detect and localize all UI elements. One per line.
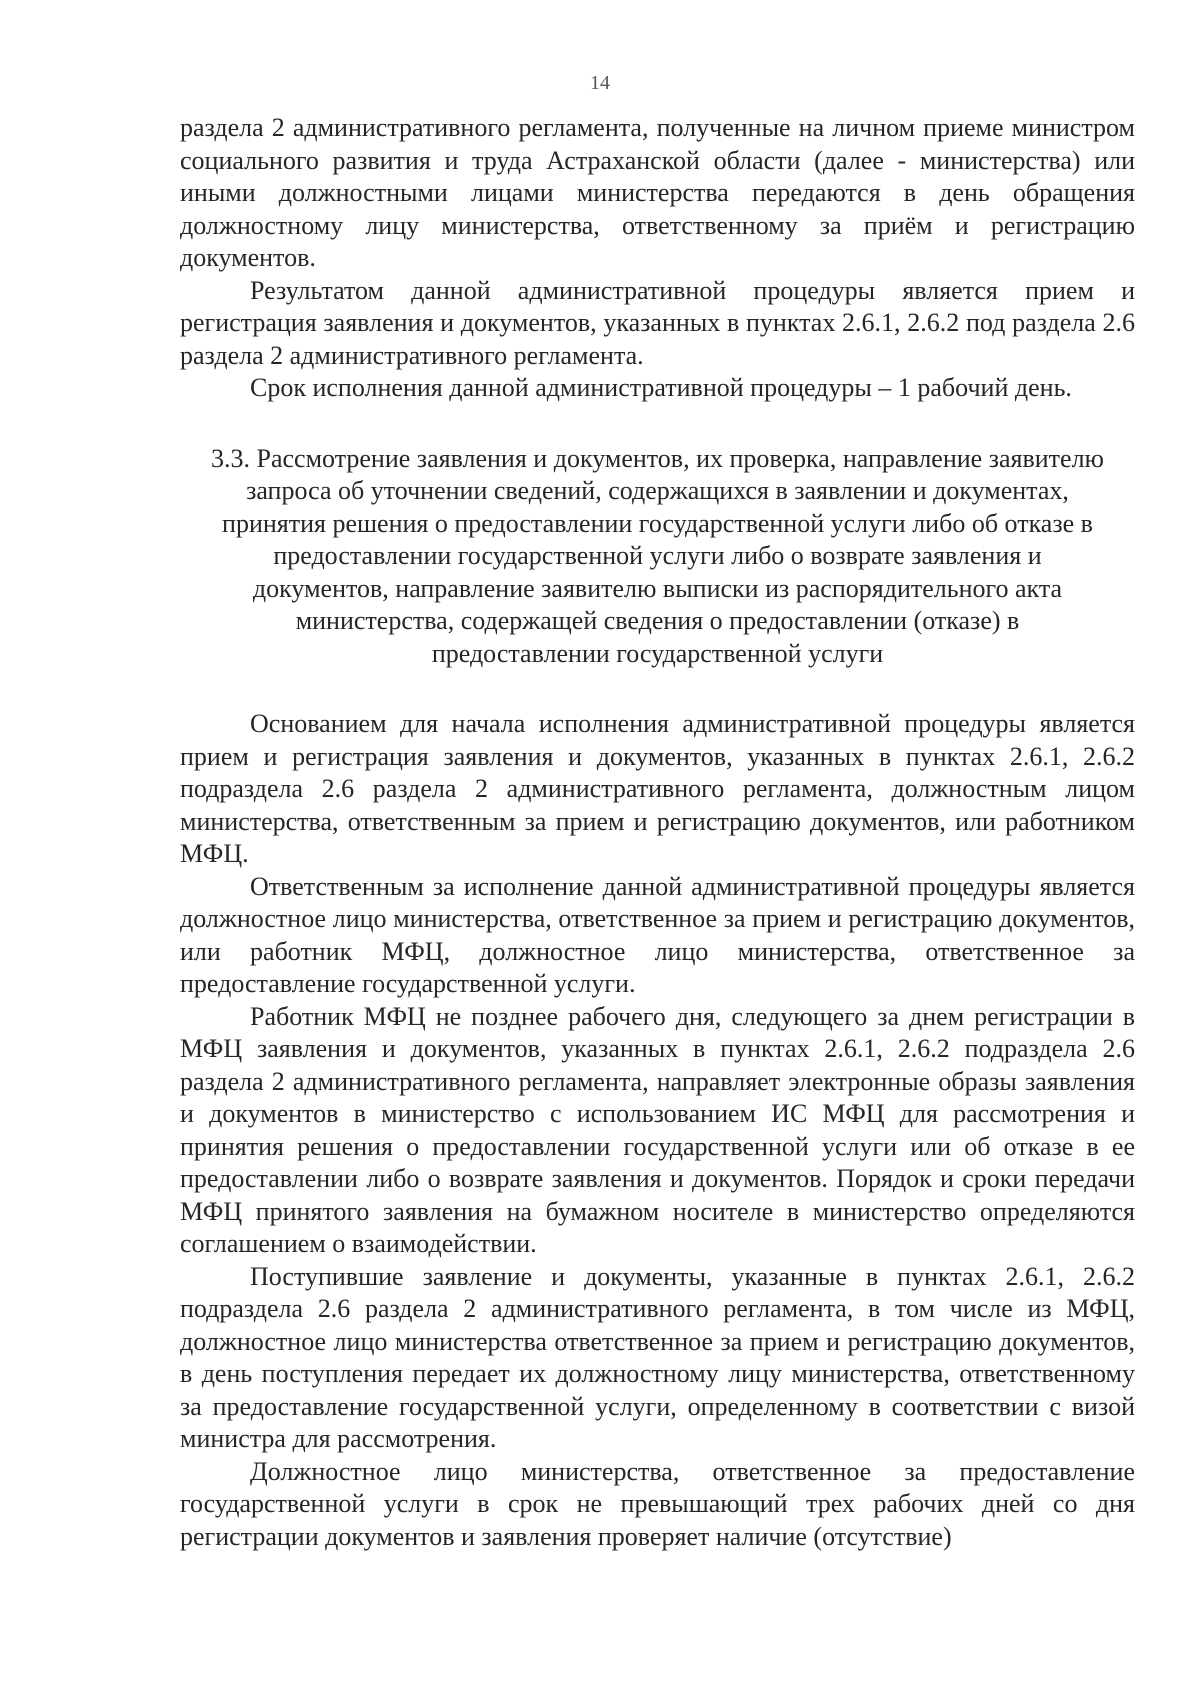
paragraph-responsible: Ответственным за исполнение данной административной процедуры является должностное лицо министерства, ответственное за прием и регистрацию документов, или работник МФЦ, должностное лицо министерства, ответственное за предоставление государственной услуги. xyxy=(180,871,1135,998)
section-heading-3-3: 3.3. Рассмотрение заявления и документов, их проверка, направление заявителю запроса об уточнении сведений, содержащихся в заявлении и документах, принятия решения о предоставлении государственной услуги либо об отказе в предоставлении государственной услуги либо о возврате заявления и документов, направление заявителю выписки из распорядительного акта министерства, содержащей сведения о предоставлении (отказе) в предоставлении государственной услуги xyxy=(211,443,1104,668)
paragraph-deadline: Срок исполнения данной административной процедуры – 1 рабочий день. xyxy=(250,373,1072,402)
paragraph-basis: Основанием для начала исполнения административной процедуры является прием и регистрация заявления и документов, указанных в пунктах 2.6.1, 2.6.2 подраздела 2.6 раздела 2 административного регламента, должностным лицом министерства, ответственным за прием и регистрацию документов, или работником МФЦ. xyxy=(180,709,1135,868)
paragraph-official-check: Должностное лицо министерства, ответственное за предоставление государственной услуги в срок не превышающий трех рабочих дней со дня регистрации документов и заявления проверяет наличие (отсутствие) xyxy=(180,1456,1135,1551)
paragraph-mfc-worker: Работник МФЦ не позднее рабочего дня, следующего за днем регистрации в МФЦ заявления и документов, указанных в пунктах 2.6.1, 2.6.2 подраздела 2.6 раздела 2 административного регламента, направляет электронные образы заявления и документов в министерство с использованием ИС МФЦ для рассмотрения и принятия решения о предоставлении государственной услуги или об отказе в ее предоставлении либо о возврате заявления и документов. Порядок и сроки передачи МФЦ принятого заявления на бумажном носителе в министерство определяются соглашением о взаимодействии. xyxy=(180,1001,1135,1258)
page-number: 14 xyxy=(590,72,610,94)
paragraph-continuation: раздела 2 административного регламента, полученные на личном приеме министром социального развития и труда Астраханской области (далее - министерства) или иными должностными лицами министерства передаются в день обращения должностному лицу министерства, ответственному за приём и регистрацию документов. xyxy=(180,113,1135,272)
document-body xyxy=(180,112,1135,1553)
paragraph-result: Результатом данной административной процедуры является прием и регистрация заявления и документов, указанных в пунктах 2.6.1, 2.6.2 под раздела 2.6 раздела 2 административного регламента. xyxy=(180,275,1135,370)
paragraph-received-documents: Поступившие заявление и документы, указанные в пунктах 2.6.1, 2.6.2 подраздела 2.6 раздела 2 административного регламента, в том числе из МФЦ, должностное лицо министерства ответственное за прием и регистрацию документов, в день поступления передает их должностному лицу министерства, ответственному за предоставление государственной услуги, определенному в соответствии с визой министра для рассмотрения. xyxy=(180,1261,1135,1453)
